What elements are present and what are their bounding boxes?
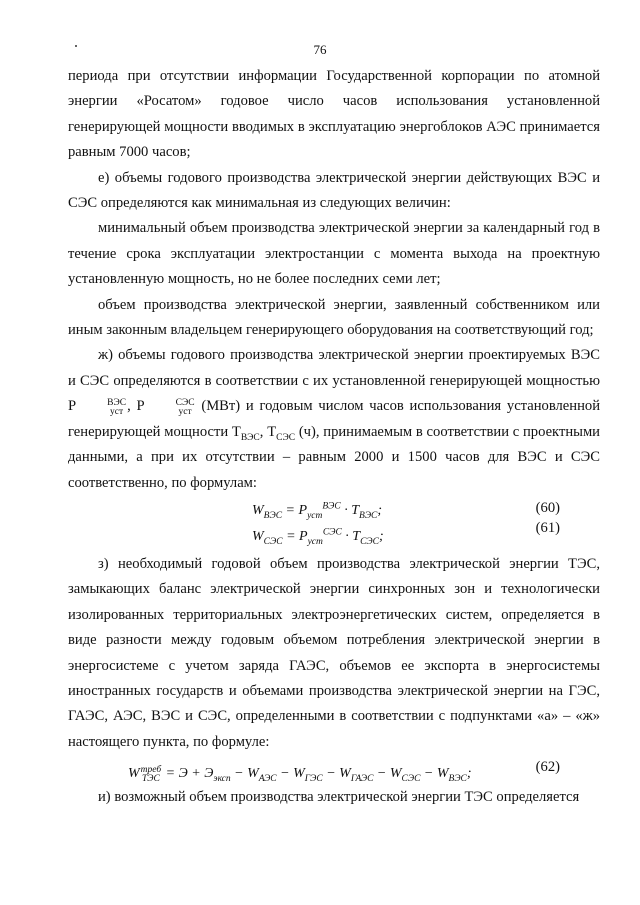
page-number: 76: [313, 42, 327, 57]
formula-61: [68, 519, 600, 548]
paragraph-z: з) необходимый годовой объем производства электрической энергии ТЭС, замыкающих баланс электрической энергии синхронных зон и технологически изолированных территориальных электроэнергетических систем, определяется в виде разности между годовым объемом потребления электрической энергии в энергосистеме с учетом заряда ГАЭС, объемов ее экспорта в энергосистемы иностранных государств и объемами производства электрической энергии на ГЭС, ГАЭС, АЭС, ВЭС и СЭС, определенными в соответствии с подпунктами «а» – «ж» настоящего пункта, по формуле:: [68, 555, 600, 750]
paragraph-i: и) возможный объем производства электрической энергии ТЭС определяется: [98, 789, 580, 806]
t-wind-symbol: $T_{ВЭС}$: [231, 423, 260, 443]
formula-61-expression: $W_{СЭС} = P_{уст}^{СЭС} \cdot T_{СЭС}$;: [252, 527, 384, 547]
p-wind-symbol: P ВЭС уст: [68, 398, 127, 418]
document-body: [68, 64, 600, 811]
formula-62-number: (62): [535, 759, 560, 776]
paragraph-e-item-2: объем производства электрической энергии, заявленный собственником или иным законным владельцем генерирующего оборудования на соответствующий год;: [68, 296, 600, 339]
paragraph-zh-start: ж) объемы годового производства электрической энергии проектируемых ВЭС и СЭС определяются в соответствии с их установленной генерирующей мощностью: [68, 347, 600, 389]
paragraph-zh-end: (ч), принимаемым в соответствии с проектными данными, а при их отсутствии – равным 2000 и 1500 часов для ВЭС и СЭС соответственно, по формулам:: [68, 423, 600, 491]
paragraph-e-item-1: минимальный объем производства электрической энергии за календарный год в течение срока эксплуатации электростанции с момента выхода на проектную установленную мощность, но не более последних семи лет;: [68, 220, 600, 288]
paragraph-e: е) объемы годового производства электрической энергии действующих ВЭС и СЭС определяются как минимальная из следующих величин:: [68, 169, 600, 212]
p-solar-symbol: P СЭС уст: [136, 398, 195, 418]
formula-61-number: (61): [535, 519, 560, 536]
formula-60-number: (60): [535, 499, 560, 516]
formula-60: [68, 496, 600, 522]
paragraph-zh: ж) объемы годового производства электрической энергии проектируемых ВЭС и СЭС определяются в соответствии с их установленной генерирующей мощностью P ВЭС уст , P СЭС уст (МВт) и годовым числом часов использования установленной генерирующей мощности $T_{ВЭС}$, $T_{СЭС}$ (ч), принимаемым в соответствии с проектными данными, а при их отсутствии – равным 2000 и 1500 часов для ВЭС и СЭС соответственно, по формулам:: [68, 347, 601, 491]
formula-62-expression: W треб ТЭС = $Э + Э_{эксп} - W_{АЭС} - W_{ГЭС} - W_{ГАЭС} - W_{СЭС} - W_{ВЭС}$;: [128, 765, 472, 785]
paragraph-zh-mid: (МВт) и годовым числом часов использования установленной генерирующей мощности: [68, 398, 601, 440]
formula-62: [68, 755, 600, 785]
t-solar-symbol: $T_{СЭС}$: [267, 423, 296, 443]
formula-60-expression: $W_{ВЭС} = P_{уст}^{ВЭС} \cdot T_{ВЭС}$;: [252, 501, 383, 521]
paragraph-1: периода при отсутствии информации Государственной корпорации по атомной энергии «Росатом» годовое число часов использования установленной генерирующей мощности вводимых в эксплуатацию энергоблоков АЭС принимается равным 7000 часов;: [68, 68, 600, 161]
